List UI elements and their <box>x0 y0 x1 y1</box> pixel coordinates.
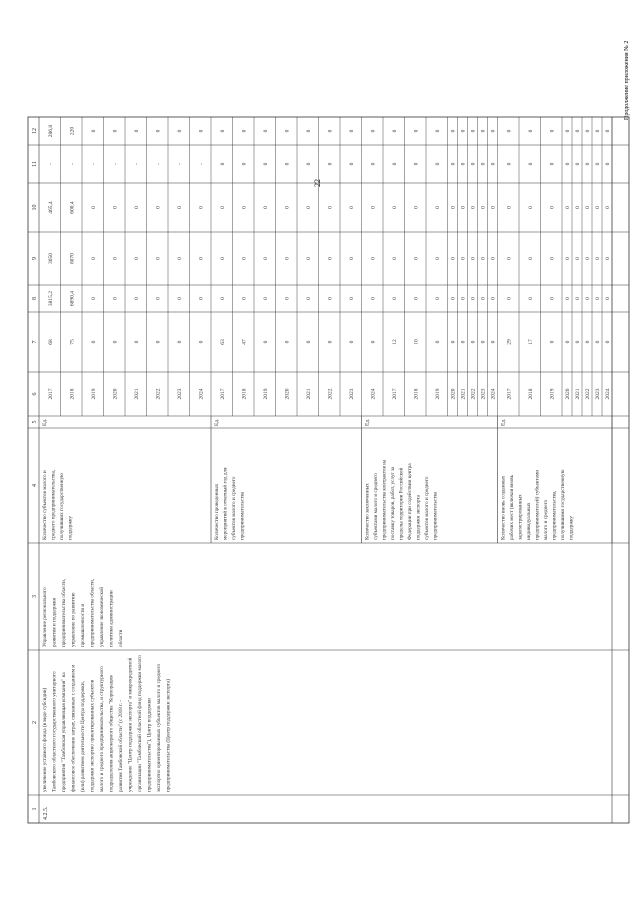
value-cell: 0 <box>348 162 355 166</box>
value-cell: 3815,2 <box>47 290 54 307</box>
executor-line: предпринимательства области, <box>89 578 96 647</box>
value-cell: 0 <box>391 297 398 300</box>
value-cell: 0 <box>470 297 477 300</box>
value-cell: 0 <box>565 206 571 209</box>
value-cell: 0 <box>219 206 226 209</box>
value-cell: 0 <box>348 206 355 209</box>
value-cell: 465,4 <box>47 201 54 214</box>
year-cell: 2022 <box>585 388 591 400</box>
value-cell: 0 <box>605 129 611 133</box>
value-cell: 0 <box>585 206 591 209</box>
year-cell: 2018 <box>241 388 248 400</box>
value-cell: 3050 <box>47 253 54 264</box>
value-cell: 0 <box>176 129 183 133</box>
value-cell: 0 <box>327 257 334 260</box>
indicator-line: получившими государственную <box>560 469 566 540</box>
value-cell: 0 <box>470 257 477 260</box>
year-cell: 2018 <box>527 388 534 400</box>
executor-line: области <box>118 629 124 647</box>
value-cell: 0 <box>391 206 398 209</box>
value-cell: 0 <box>155 340 162 344</box>
value-cell: 0 <box>155 257 162 260</box>
value-cell: 0 <box>413 206 420 209</box>
value-cell: 0 <box>565 297 571 300</box>
value-cell: 0 <box>450 129 457 133</box>
value-cell: 0 <box>434 340 441 344</box>
value-cell: 0 <box>506 257 513 260</box>
value-cell: 0 <box>490 257 497 260</box>
value-cell: 0 <box>595 257 601 260</box>
value-cell: 0 <box>241 206 248 209</box>
year-cell: 2022 <box>327 388 334 400</box>
value-cell: 0 <box>470 162 477 166</box>
value-cell: 0 <box>284 340 291 344</box>
value-cell: 0 <box>112 206 119 209</box>
unit-label: Ед. <box>214 418 220 426</box>
year-cell: 2017 <box>391 388 398 400</box>
value-cell: 0 <box>460 340 467 344</box>
year-cell: 2022 <box>470 388 477 400</box>
value-cell: 0 <box>434 257 441 260</box>
indicator-line: предпринимательства контрактов на <box>381 459 388 540</box>
indicator-line: субъектов малого и среднего <box>424 476 430 540</box>
value-cell: 0 <box>90 257 97 260</box>
indicator-line: Количество заключенных <box>364 483 371 540</box>
indicator-line: поставку товаров, работ, услуг за <box>390 466 396 540</box>
value-cell: 0 <box>112 340 119 344</box>
value-cell: 0 <box>506 297 513 300</box>
event-description-line: финансовое обеспечение затрат, связанных с созданием и <box>70 664 77 792</box>
value-cell: 0 <box>262 206 269 209</box>
value-cell: 0 <box>434 206 441 209</box>
value-cell: 0 <box>605 162 611 166</box>
value-cell: 0 <box>549 297 556 300</box>
value-cell: 0 <box>595 340 601 344</box>
executor-line: управление экономической <box>99 586 105 647</box>
value-cell: 0 <box>90 206 97 209</box>
column-number: 1 <box>32 807 38 811</box>
executor-line: управление по развитию <box>70 592 77 647</box>
value-cell: 0 <box>506 129 513 133</box>
value-cell: 0 <box>595 206 601 209</box>
event-description-line: Тамбовского областного государственного унитарного <box>51 671 58 792</box>
indicator-line: поддержку <box>67 515 74 540</box>
value-cell: 10 <box>413 339 420 345</box>
value-cell: 0 <box>434 297 441 300</box>
event-description-line: поддержки экспортно ориентированных субъектов <box>89 679 96 792</box>
value-cell: 0 <box>413 297 420 300</box>
year-cell: 2017 <box>506 388 513 400</box>
year-cell: 2018 <box>69 388 76 400</box>
value-cell: 0 <box>391 129 398 133</box>
value-cell: 0 <box>176 257 183 260</box>
value-cell: 0 <box>460 297 467 300</box>
value-cell: 0 <box>370 340 377 344</box>
value-cell: 0 <box>450 162 457 166</box>
column-number: 3 <box>32 595 38 598</box>
event-description-line: подразделения акционерного общества "Корпорация <box>108 675 115 792</box>
value-cell: 0 <box>284 206 291 209</box>
value-cell: 0 <box>413 129 420 133</box>
value-cell: 0 <box>527 297 534 300</box>
value-cell: 0 <box>549 340 556 344</box>
value-cell: 0 <box>219 162 226 166</box>
value-cell: 0 <box>575 340 581 344</box>
year-cell: 2023 <box>348 388 355 400</box>
value-cell: - <box>133 163 140 165</box>
value-cell: 0 <box>450 257 457 260</box>
value-cell: 0 <box>284 162 291 166</box>
value-cell: 0 <box>549 257 556 260</box>
year-cell: 2023 <box>176 388 183 400</box>
indicator-line: Количество вновь созданных <box>500 475 507 540</box>
event-description-line: малого и среднего предпринимательства, и структурного <box>99 666 105 792</box>
value-cell: 0 <box>327 297 334 300</box>
indicator-line: малого и среднего <box>543 499 549 540</box>
value-cell: 0 <box>434 162 441 166</box>
value-cell: 0 <box>219 257 226 260</box>
value-cell: 0 <box>605 257 611 260</box>
value-cell: 8070 <box>69 253 76 264</box>
value-cell: 600,4 <box>69 201 76 214</box>
event-description-line: увеличение уставного фонда (в виде субсидии) <box>42 687 48 792</box>
value-cell: 0 <box>198 297 205 300</box>
value-cell: 0 <box>241 162 248 166</box>
column-number: 10 <box>32 204 38 211</box>
value-cell: 0 <box>470 206 477 209</box>
value-cell: 0 <box>176 206 183 209</box>
value-cell: 0 <box>391 257 398 260</box>
value-cell: 0 <box>527 206 534 209</box>
value-cell: 0 <box>460 206 467 209</box>
year-cell: 2018 <box>413 388 420 400</box>
value-cell: 0 <box>605 206 611 209</box>
executor-line: промышленности и <box>80 603 86 647</box>
year-cell: 2019 <box>90 388 97 400</box>
event-description-line: предприятия "Тамбовская управляющая компания" на <box>61 672 67 792</box>
page-number: 22 <box>313 179 322 187</box>
year-cell: 2024 <box>605 388 611 400</box>
column-number: 11 <box>32 161 38 167</box>
value-cell: 0 <box>480 257 487 260</box>
indicator-line: пределы территории Российской <box>398 467 405 540</box>
value-cell: 0 <box>450 297 457 300</box>
value-cell: 75 <box>69 339 76 345</box>
value-cell: 0 <box>605 297 611 300</box>
event-description-line: учреждение "Центр поддержки экспорта" и микрокредитной <box>127 657 134 792</box>
value-cell: 0 <box>585 129 591 133</box>
year-cell: 2021 <box>133 388 140 400</box>
rotated-table <box>28 117 629 823</box>
executor-line: предпринимательства области, <box>61 578 67 647</box>
value-cell: 0 <box>480 162 487 166</box>
value-cell: 0 <box>198 340 205 344</box>
value-cell: - <box>155 163 162 165</box>
value-cell: 0 <box>527 129 534 133</box>
value-cell: 0 <box>112 257 119 260</box>
value-cell: 0 <box>348 257 355 260</box>
indicator-line: рабочих мест (включая вновь <box>509 474 515 540</box>
value-cell: 0 <box>413 257 420 260</box>
value-cell: 0 <box>595 162 601 166</box>
event-description-line: развития Тамбовской области" (с 2018 г. - <box>118 699 124 792</box>
value-cell: 0 <box>565 162 571 166</box>
value-cell: 0 <box>527 162 534 166</box>
column-number: 8 <box>32 297 38 300</box>
column-number: 7 <box>32 340 38 344</box>
value-cell: 0 <box>284 297 291 300</box>
value-cell: 0 <box>549 129 556 133</box>
value-cell: - <box>90 163 97 165</box>
value-cell: 0 <box>585 257 591 260</box>
value-cell: 0 <box>460 257 467 260</box>
value-cell: 0 <box>480 129 487 133</box>
value-cell: 0 <box>575 129 581 133</box>
indicator-line: получивших государственную <box>59 472 65 540</box>
value-cell: 0 <box>527 257 534 260</box>
value-cell: - <box>176 163 183 165</box>
value-cell: 0 <box>549 206 556 209</box>
value-cell: 0 <box>575 297 581 300</box>
value-cell: 0 <box>585 340 591 344</box>
value-cell: 0 <box>595 129 601 133</box>
value-cell: 0 <box>575 206 581 209</box>
value-cell: 0 <box>490 162 497 166</box>
year-cell: 2022 <box>155 388 162 400</box>
indicator-line: предпринимательства <box>432 491 439 540</box>
indicator-line: субъектами малого и среднего <box>373 473 379 540</box>
value-cell: 0 <box>90 129 97 133</box>
value-cell: - <box>47 163 54 165</box>
year-cell: 2023 <box>595 388 601 400</box>
column-number: 12 <box>32 128 38 134</box>
value-cell: 0 <box>155 297 162 300</box>
value-cell: 0 <box>219 129 226 133</box>
value-cell: 29 <box>506 339 513 345</box>
year-cell: 2024 <box>490 388 497 400</box>
value-cell: 0 <box>506 162 513 166</box>
value-cell: 0 <box>241 297 248 300</box>
column-number: 9 <box>32 257 38 260</box>
value-cell: 0 <box>262 297 269 300</box>
value-cell: 0 <box>490 297 497 300</box>
value-cell: 0 <box>348 297 355 300</box>
value-cell: 0 <box>198 206 205 209</box>
indicator-line: среднего предпринимательства, <box>50 469 57 540</box>
indicator-line: поддержки экспорта <box>415 494 422 540</box>
value-cell: 0 <box>490 340 497 344</box>
value-cell: 0 <box>327 340 334 344</box>
unit-label: Ед. <box>500 418 507 426</box>
value-cell: 0 <box>327 206 334 209</box>
value-cell: 0 <box>133 340 140 344</box>
value-cell: 0 <box>133 206 140 209</box>
value-cell: 68 <box>47 339 54 345</box>
value-cell: 0 <box>90 297 97 300</box>
value-cell: 0 <box>480 206 487 209</box>
value-cell: 0 <box>90 340 97 344</box>
indicator-line: поддержку <box>568 515 575 540</box>
year-cell: 2020 <box>112 388 119 400</box>
value-cell: 0 <box>305 257 312 260</box>
value-cell: 0 <box>370 129 377 133</box>
row-id: 4.2.5. <box>43 806 49 820</box>
value-cell: 0 <box>262 162 269 166</box>
executor-line: политики администрации <box>108 590 115 647</box>
column-number: 6 <box>32 392 38 396</box>
column-number: 5 <box>32 420 38 424</box>
indicator-line: предпринимательства, <box>551 490 558 540</box>
value-cell: 0 <box>575 162 581 166</box>
value-cell: 12 <box>391 339 398 345</box>
value-cell: 63 <box>219 339 226 345</box>
year-cell: 2019 <box>262 388 269 400</box>
value-cell: 0 <box>198 129 205 133</box>
indicator-line: индивидуальных <box>526 502 532 540</box>
year-cell: 2020 <box>284 388 291 400</box>
event-description-line: экспортно ориентированных субъектов малого и среднего <box>156 663 162 792</box>
value-cell: 0 <box>490 129 497 133</box>
value-cell: 0 <box>327 129 334 133</box>
value-cell: 0 <box>219 297 226 300</box>
value-cell: 220 <box>69 126 76 136</box>
value-cell: 0 <box>262 129 269 133</box>
value-cell: 0 <box>575 257 581 260</box>
value-cell: - <box>69 163 76 165</box>
year-cell: 2017 <box>219 388 226 400</box>
value-cell: 0 <box>480 340 487 344</box>
value-cell: 0 <box>305 206 312 209</box>
indicator-line: Количество проведенных <box>214 483 220 540</box>
value-cell: 0 <box>305 129 312 133</box>
value-cell: 0 <box>112 129 119 133</box>
year-cell: 2023 <box>480 388 487 400</box>
value-cell: 0 <box>490 206 497 209</box>
event-description-line: предпринимательства (Центр поддержки экспорта) <box>165 679 172 792</box>
column-number: 2 <box>32 721 38 724</box>
value-cell: 0 <box>284 257 291 260</box>
value-cell: 0 <box>565 129 571 133</box>
year-cell: 2024 <box>198 388 205 400</box>
year-cell: 2019 <box>549 388 556 400</box>
value-cell: 17 <box>527 339 534 345</box>
value-cell: 286,8 <box>47 124 54 138</box>
value-cell: 0 <box>605 340 611 344</box>
year-cell: 2021 <box>305 388 312 400</box>
value-cell: 0 <box>506 206 513 209</box>
value-cell: 0 <box>262 257 269 260</box>
value-cell: 0 <box>198 257 205 260</box>
value-cell: 0 <box>470 129 477 133</box>
value-cell: 0 <box>155 206 162 209</box>
event-description-line: организации "Тамбовский областной фонд поддержки малого <box>137 655 143 792</box>
executor-line: Управление регионального <box>42 587 48 647</box>
indicator-line: предпринимателей) субъектами <box>534 469 541 540</box>
value-cell: 0 <box>549 162 556 166</box>
indicator-line: Количество субъектов малого и <box>42 470 48 540</box>
value-cell: 0 <box>460 129 467 133</box>
value-cell: 0 <box>370 162 377 166</box>
value-cell: 0 <box>176 340 183 344</box>
indicator-line: мероприятий в отчетный год для <box>222 467 229 540</box>
executor-line: развития и поддержки <box>51 597 58 647</box>
value-cell: 0 <box>450 206 457 209</box>
value-cell: - <box>198 163 205 165</box>
value-cell: 0 <box>434 129 441 133</box>
value-cell: 0 <box>155 129 162 133</box>
value-cell: 0 <box>470 340 477 344</box>
value-cell: 0 <box>241 257 248 260</box>
indicator-line: Федерации при содействии центра <box>407 463 413 540</box>
value-cell: 0 <box>595 297 601 300</box>
value-cell: 0 <box>370 257 377 260</box>
value-cell: 0 <box>370 206 377 209</box>
unit-label: Ед. <box>364 418 371 426</box>
value-cell: 0 <box>112 297 119 300</box>
value-cell: 0 <box>391 162 398 166</box>
value-cell: 0 <box>305 162 312 166</box>
value-cell: 0 <box>370 297 377 300</box>
value-cell: 0 <box>262 340 269 344</box>
value-cell: 0 <box>348 129 355 133</box>
value-cell: 0 <box>565 340 571 344</box>
year-cell: 2017 <box>47 388 54 400</box>
value-cell: 47 <box>241 339 248 345</box>
year-cell: 2024 <box>370 388 377 400</box>
value-cell: 0 <box>133 129 140 133</box>
event-description-line: предпринимательства"), Центр поддержки <box>146 698 153 792</box>
value-cell: 0 <box>176 297 183 300</box>
value-cell: 0 <box>480 297 487 300</box>
indicator-line: зарегистрированных <box>517 494 524 540</box>
value-cell: 0 <box>565 257 571 260</box>
value-cell: 0 <box>348 340 355 344</box>
value-cell: 0 <box>284 129 291 133</box>
value-cell: 0 <box>327 162 334 166</box>
value-cell: 0 <box>413 162 420 166</box>
value-cell: 0 <box>585 162 591 166</box>
value-cell: 0 <box>305 297 312 300</box>
value-cell: 0 <box>133 257 140 260</box>
unit-label: Ед. <box>42 418 48 426</box>
value-cell: 0 <box>241 129 248 133</box>
indicator-line: субъектов малого и среднего <box>231 476 237 540</box>
value-cell: 0 <box>585 297 591 300</box>
value-cell: 0 <box>305 340 312 344</box>
continuation-label: Продолжение приложения № 2 <box>624 40 630 120</box>
year-cell: 2019 <box>434 388 441 400</box>
value-cell: - <box>112 163 119 165</box>
value-cell: 0 <box>450 340 457 344</box>
year-cell: 2021 <box>575 388 581 400</box>
indicator-line: предпринимательства <box>239 491 246 540</box>
year-cell: 2020 <box>565 388 571 400</box>
value-cell: 0 <box>133 297 140 300</box>
value-cell: 6890,4 <box>69 290 76 307</box>
year-cell: 2021 <box>460 388 467 400</box>
value-cell: 0 <box>460 162 467 166</box>
event-description-line: (или) развитием деятельности Центра поддержки, <box>80 681 86 792</box>
year-cell: 2020 <box>450 388 457 400</box>
column-number: 4 <box>32 484 38 487</box>
